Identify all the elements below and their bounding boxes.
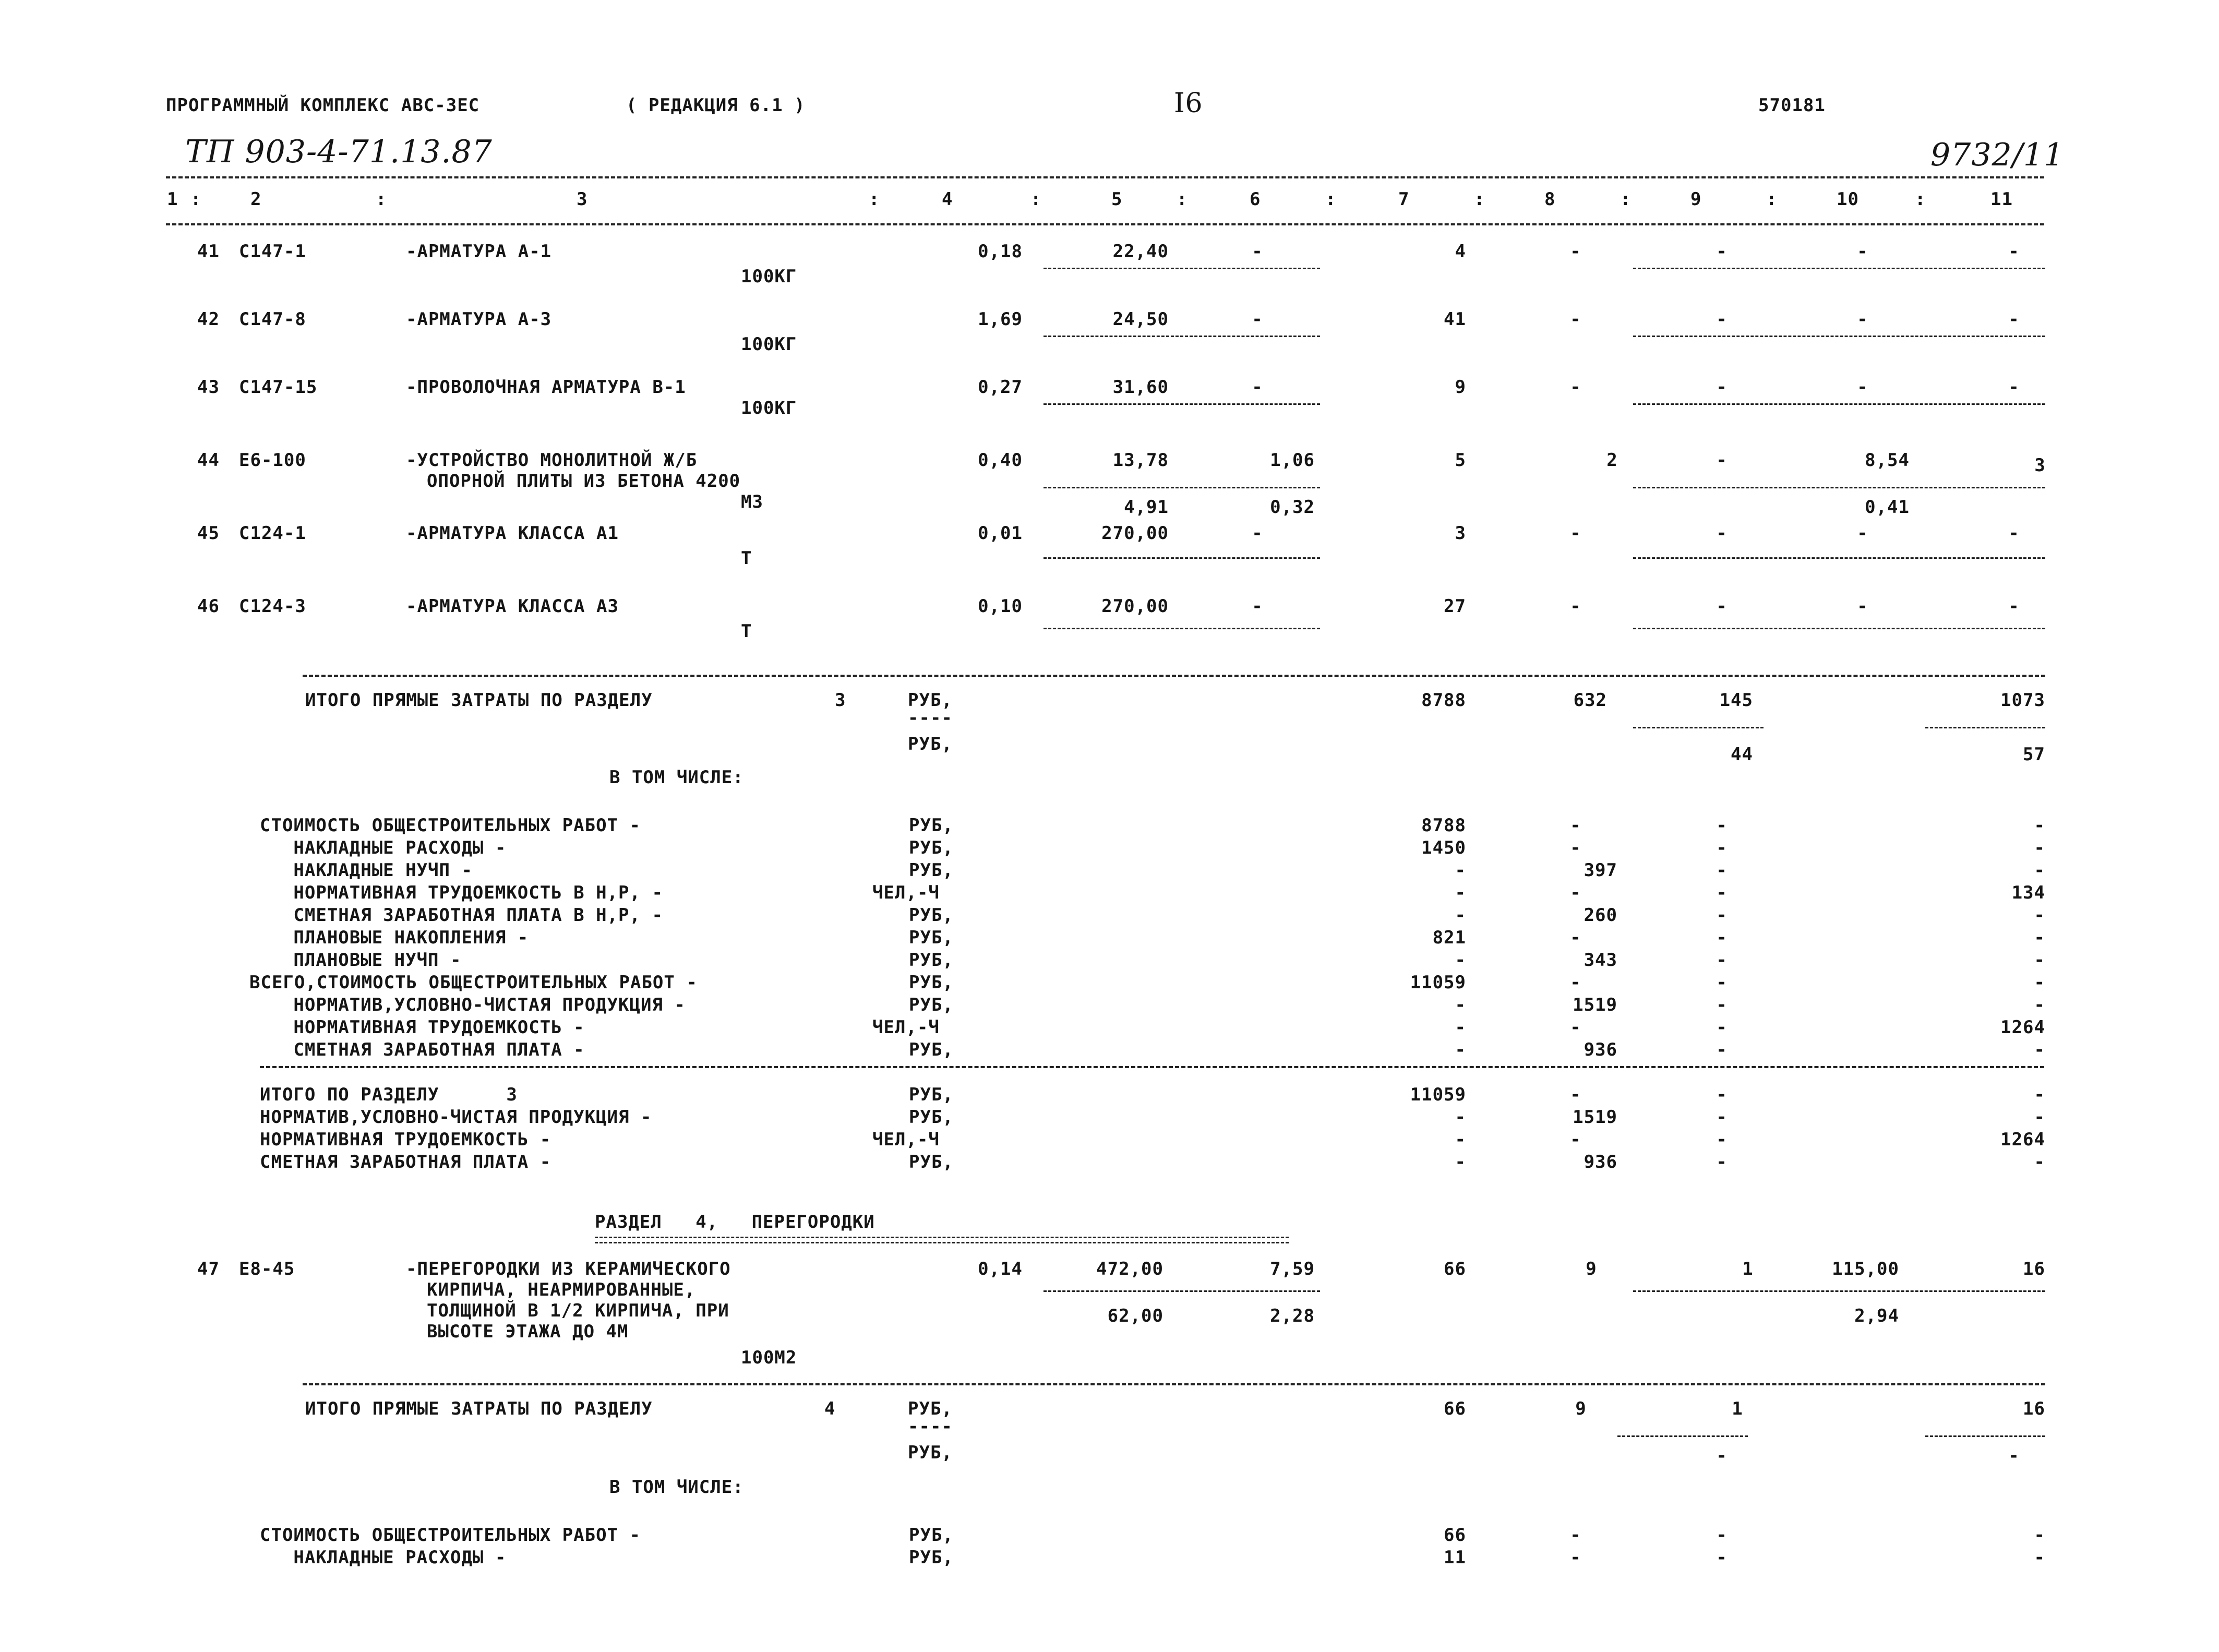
breakdown-c9: - (1716, 882, 1728, 903)
item-unit: 100КГ (741, 398, 797, 418)
col-separator: : (1325, 189, 1337, 210)
breakdown-c7: 821 (1432, 927, 1466, 948)
program-title: ПРОГРАММНЫЙ КОМПЛЕКС АВС-ЗЕС (166, 95, 480, 116)
item-c7: 5 (1455, 450, 1466, 471)
breakdown-c11: - (2034, 927, 2045, 948)
item-c11: 3 (2034, 455, 2046, 476)
col-11: 11 (1990, 189, 2013, 210)
item-c8: - (1570, 523, 1581, 544)
breakdown-label: НОРМАТИВНАЯ ТРУДОЕМКОСТЬ - (260, 1017, 585, 1038)
row-subrule (1633, 268, 2045, 269)
section-total-c7: - (1455, 1129, 1466, 1150)
row-subrule (1043, 557, 1320, 559)
item-c6-wages: 2,28 (1270, 1306, 1315, 1326)
header-rule-top (166, 176, 2044, 178)
item-unit: М3 (741, 492, 763, 512)
currency-label: РУБ, (908, 734, 953, 755)
item-number: 46 (197, 596, 220, 617)
item-qty: 0,40 (978, 450, 1023, 471)
item-price-wages: 62,00 (1107, 1306, 1164, 1326)
item-c6: - (1252, 309, 1263, 330)
item-price: 31,60 (1112, 377, 1169, 398)
breakdown-c11: - (2034, 950, 2045, 971)
breakdown-c9: - (1716, 927, 1728, 948)
breakdown-c8: - (1570, 1525, 1581, 1546)
col-10: 10 (1837, 189, 1859, 210)
section-total-c7: - (1455, 1107, 1466, 1128)
item-qty: 0,18 (978, 241, 1023, 262)
item-c10-wages: 0,41 (1865, 497, 1910, 518)
total-c9-wages: 44 (1731, 744, 1753, 765)
col-separator: : (1766, 189, 1778, 210)
breakdown-unit: РУБ, (909, 815, 954, 836)
col-6: 6 (1250, 189, 1261, 210)
section-total-c7: - (1455, 1152, 1466, 1172)
row-subrule (1633, 557, 2045, 559)
item-c7: 41 (1444, 309, 1466, 330)
section-total-c9: - (1716, 1129, 1728, 1150)
item-c8: 2 (1606, 450, 1618, 471)
col-separator: : (869, 189, 880, 210)
section-title-underline (595, 1237, 1289, 1243)
currency-label: РУБ, (908, 1442, 953, 1463)
document-code: 570181 (1758, 95, 1826, 116)
breakdown-unit: ЧЕЛ,-Ч (872, 882, 940, 903)
section-total-c7: 11059 (1410, 1084, 1466, 1105)
breakdown-label: ПЛАНОВЫЕ НУЧП - (260, 950, 462, 971)
section-rule (303, 1383, 2045, 1385)
col-separator: : (1620, 189, 1632, 210)
item-number: 45 (197, 523, 220, 544)
col-separator: : (190, 189, 202, 210)
item-c6: - (1252, 241, 1263, 262)
item-c9: - (1716, 523, 1728, 544)
currency-label: РУБ, (908, 690, 953, 711)
item-code: С124-3 (239, 596, 306, 617)
in-that-number-label: В ТОМ ЧИСЛЕ: (609, 767, 744, 788)
item-name: -АРМАТУРА КЛАССА А1 (406, 523, 619, 544)
item-name-line2: КИРПИЧА, НЕАРМИРОВАННЫЕ, (427, 1279, 696, 1300)
row-subrule (1633, 336, 2045, 337)
page-number: I6 (1174, 88, 1203, 119)
section-total-c8: 936 (1584, 1152, 1617, 1172)
total-subrule (1617, 1435, 1748, 1437)
item-unit: 100КГ (741, 266, 797, 287)
total-subrule (1633, 727, 1764, 728)
currency-label: РУБ, (908, 1398, 953, 1419)
item-c9: - (1716, 450, 1728, 471)
breakdown-unit: РУБ, (909, 837, 954, 858)
item-c10: - (1857, 596, 1868, 617)
breakdown-c9: - (1716, 860, 1728, 881)
col-5: 5 (1111, 189, 1123, 210)
breakdown-unit: ЧЕЛ,-Ч (872, 1017, 940, 1038)
item-price: 270,00 (1101, 596, 1169, 617)
item-c10: - (1857, 309, 1868, 330)
total-subrule (1925, 727, 2045, 728)
breakdown-c9: - (1716, 837, 1728, 858)
item-name: -АРМАТУРА А-3 (406, 309, 552, 330)
total-c11-wages: - (2008, 1445, 2020, 1466)
breakdown-unit: РУБ, (909, 1547, 954, 1568)
section-total-c8: - (1570, 1084, 1581, 1105)
section-total-unit: РУБ, (909, 1107, 954, 1128)
total-c11: 1073 (2000, 690, 2045, 711)
section-total-unit: РУБ, (909, 1152, 954, 1172)
row-subrule (1633, 628, 2045, 629)
row-subrule (1043, 268, 1320, 269)
breakdown-c7: - (1455, 995, 1466, 1015)
breakdown-c8: - (1570, 837, 1581, 858)
item-code: Е6-100 (239, 450, 306, 471)
item-number: 41 (197, 241, 220, 262)
currency-dash: ---- (908, 708, 953, 728)
total-c8: 9 (1575, 1398, 1587, 1419)
col-separator: : (1177, 189, 1188, 210)
breakdown-c11: - (2034, 1525, 2045, 1546)
item-name: -ПЕРЕГОРОДКИ ИЗ КЕРАМИЧЕСКОГО (406, 1259, 731, 1279)
breakdown-c7: - (1455, 1017, 1466, 1038)
col-7: 7 (1398, 189, 1410, 210)
col-2: 2 (250, 189, 262, 210)
breakdown-c7: - (1455, 1039, 1466, 1060)
row-subrule (1633, 1290, 2045, 1292)
breakdown-label: ПЛАНОВЫЕ НАКОПЛЕНИЯ - (260, 927, 529, 948)
breakdown-c9: - (1716, 995, 1728, 1015)
section-total-unit: ЧЕЛ,-Ч (872, 1129, 940, 1150)
section-total-c11: - (2034, 1152, 2045, 1172)
breakdown-c11: - (2034, 1547, 2045, 1568)
item-name: -АРМАТУРА КЛАССА А3 (406, 596, 619, 617)
item-number: 44 (197, 450, 220, 471)
breakdown-c8: 1519 (1573, 995, 1617, 1015)
total-c8: 632 (1573, 690, 1607, 711)
breakdown-c9: - (1716, 1039, 1728, 1060)
total-section-number: 4 (824, 1398, 836, 1419)
breakdown-unit: РУБ, (909, 927, 954, 948)
item-code: С147-1 (239, 241, 306, 262)
section-total-unit: РУБ, (909, 1084, 954, 1105)
col-separator: : (1915, 189, 1926, 210)
header-rule-bottom (166, 223, 2044, 225)
breakdown-c11: - (2034, 1039, 2045, 1060)
breakdown-c11: - (2034, 860, 2045, 881)
section-rule (303, 675, 2045, 677)
item-name: -ПРОВОЛОЧНАЯ АРМАТУРА В-1 (406, 377, 686, 398)
section-total-c8: - (1570, 1129, 1581, 1150)
section-total-c11: - (2034, 1084, 2045, 1105)
item-unit: 100КГ (741, 334, 797, 355)
breakdown-c7: - (1455, 860, 1466, 881)
section-total-label: ИТОГО ПО РАЗДЕЛУ 3 (260, 1084, 518, 1105)
item-c9: 1 (1742, 1259, 1754, 1279)
col-4: 4 (942, 189, 953, 210)
total-direct-label: ИТОГО ПРЯМЫЕ ЗАТРАТЫ ПО РАЗДЕЛУ (305, 1398, 653, 1419)
item-unit: Т (741, 621, 752, 642)
item-c10: - (1857, 241, 1868, 262)
item-c8: 9 (1586, 1259, 1597, 1279)
total-c9: 145 (1719, 690, 1753, 711)
item-c6: 1,06 (1270, 450, 1315, 471)
breakdown-unit: РУБ, (909, 1039, 954, 1060)
col-1: 1 (167, 189, 178, 210)
item-unit: Т (741, 548, 752, 569)
breakdown-c8: - (1570, 1017, 1581, 1038)
item-c7: 4 (1455, 241, 1466, 262)
col-separator: : (1474, 189, 1485, 210)
col-3: 3 (577, 189, 588, 210)
breakdown-c7: 66 (1444, 1525, 1466, 1546)
item-price: 270,00 (1101, 523, 1169, 544)
breakdown-c7: 1450 (1421, 837, 1466, 858)
item-c11: - (2008, 309, 2020, 330)
breakdown-label: НОРМАТИВНАЯ ТРУДОЕМКОСТЬ В Н,Р, - (260, 882, 663, 903)
breakdown-c9: - (1716, 815, 1728, 836)
breakdown-c8: - (1570, 882, 1581, 903)
item-c6: 7,59 (1270, 1259, 1315, 1279)
item-c6-wages: 0,32 (1270, 497, 1315, 518)
in-that-number-label: В ТОМ ЧИСЛЕ: (609, 1477, 744, 1498)
breakdown-c11: 134 (2011, 882, 2045, 903)
breakdown-c7: - (1455, 950, 1466, 971)
col-separator: : (1030, 189, 1042, 210)
row-subrule (1043, 1290, 1320, 1292)
item-number: 43 (197, 377, 220, 398)
total-section-number: 3 (835, 690, 846, 711)
total-c9: 1 (1732, 1398, 1743, 1419)
item-code: С147-15 (239, 377, 318, 398)
item-number: 42 (197, 309, 220, 330)
currency-dash: ---- (908, 1416, 953, 1437)
item-price: 24,50 (1112, 309, 1169, 330)
item-c11: - (2008, 523, 2020, 544)
item-price: 472,00 (1096, 1259, 1164, 1279)
item-qty: 0,14 (978, 1259, 1023, 1279)
breakdown-unit: РУБ, (909, 972, 954, 993)
row-subrule (1043, 403, 1320, 405)
item-qty: 0,10 (978, 596, 1023, 617)
section-total-c8: 1519 (1573, 1107, 1617, 1128)
breakdown-unit: РУБ, (909, 860, 954, 881)
breakdown-unit: РУБ, (909, 995, 954, 1015)
doc-number: ТП 903-4-71.13.87 (185, 134, 493, 170)
edition-label: ( РЕДАКЦИЯ 6.1 ) (626, 95, 806, 116)
breakdown-c8: 260 (1584, 905, 1617, 926)
breakdown-label: СТОИМОСТЬ ОБЩЕСТРОИТЕЛЬНЫХ РАБОТ - (260, 815, 641, 836)
col-separator: : (376, 189, 387, 210)
item-c8: - (1570, 241, 1581, 262)
breakdown-c7: - (1455, 905, 1466, 926)
item-name-line4: ВЫСОТЕ ЭТАЖА ДО 4М (427, 1321, 629, 1342)
col-8: 8 (1544, 189, 1556, 210)
item-name: -УСТРОЙСТВО МОНОЛИТНОЙ Ж/Б (406, 450, 698, 471)
section-title: РАЗДЕЛ 4, ПЕРЕГОРОДКИ (595, 1212, 875, 1232)
item-c11: - (2008, 241, 2020, 262)
total-c7: 8788 (1421, 690, 1466, 711)
row-subrule (1043, 336, 1320, 337)
item-c8: - (1570, 309, 1581, 330)
item-name-line2: ОПОРНОЙ ПЛИТЫ ИЗ БЕТОНА 4200 (427, 471, 741, 492)
breakdown-c11: - (2034, 815, 2045, 836)
breakdown-c8: 343 (1584, 950, 1617, 971)
breakdown-c11: - (2034, 837, 2045, 858)
item-c11: 16 (2023, 1259, 2045, 1279)
item-c6: - (1252, 523, 1263, 544)
breakdown-c8: - (1570, 815, 1581, 836)
section-total-label: НОРМАТИВ,УСЛОВНО-ЧИСТАЯ ПРОДУКЦИЯ - (260, 1107, 652, 1128)
section-total-c11: - (2034, 1107, 2045, 1128)
item-c9: - (1716, 309, 1728, 330)
item-price-wages: 4,91 (1124, 497, 1169, 518)
total-c7: 66 (1444, 1398, 1466, 1419)
breakdown-c9: - (1716, 1525, 1728, 1546)
section-rule (260, 1066, 2044, 1068)
row-subrule (1043, 487, 1320, 488)
breakdown-c7: - (1455, 882, 1466, 903)
breakdown-c8: - (1570, 927, 1581, 948)
item-c9: - (1716, 377, 1728, 398)
breakdown-c11: - (2034, 905, 2045, 926)
item-price: 13,78 (1112, 450, 1169, 471)
breakdown-unit: РУБ, (909, 905, 954, 926)
total-subrule (1925, 1435, 2045, 1437)
breakdown-label: НАКЛАДНЫЕ РАСХОДЫ - (260, 1547, 507, 1568)
breakdown-c7: 11059 (1410, 972, 1466, 993)
total-c9-wages: - (1716, 1445, 1728, 1466)
item-c9: - (1716, 596, 1728, 617)
item-qty: 0,01 (978, 523, 1023, 544)
col-9: 9 (1690, 189, 1702, 210)
breakdown-c9: - (1716, 972, 1728, 993)
breakdown-unit: РУБ, (909, 950, 954, 971)
section-total-label: СМЕТНАЯ ЗАРАБОТНАЯ ПЛАТА - (260, 1152, 551, 1172)
item-price: 22,40 (1112, 241, 1169, 262)
breakdown-c9: - (1716, 950, 1728, 971)
breakdown-label: СТОИМОСТЬ ОБЩЕСТРОИТЕЛЬНЫХ РАБОТ - (260, 1525, 641, 1546)
item-code: Е8-45 (239, 1259, 295, 1279)
item-c10: - (1857, 377, 1868, 398)
item-c6: - (1252, 596, 1263, 617)
breakdown-c11: 1264 (2000, 1017, 2045, 1038)
total-direct-label: ИТОГО ПРЯМЫЕ ЗАТРАТЫ ПО РАЗДЕЛУ (305, 690, 653, 711)
row-subrule (1633, 487, 2045, 488)
item-c7: 9 (1455, 377, 1466, 398)
item-c10: 115,00 (1832, 1259, 1899, 1279)
item-c11: - (2008, 596, 2020, 617)
section-total-label: НОРМАТИВНАЯ ТРУДОЕМКОСТЬ - (260, 1129, 551, 1150)
row-subrule (1633, 403, 2045, 405)
section-total-c9: - (1716, 1084, 1728, 1105)
breakdown-c8: - (1570, 1547, 1581, 1568)
breakdown-c7: 11 (1444, 1547, 1466, 1568)
item-code: С124-1 (239, 523, 306, 544)
breakdown-c8: - (1570, 972, 1581, 993)
item-c6: - (1252, 377, 1263, 398)
item-c8: - (1570, 377, 1581, 398)
item-code: С147-8 (239, 309, 306, 330)
total-c11-wages: 57 (2023, 744, 2045, 765)
item-c10-wages: 2,94 (1854, 1306, 1899, 1326)
item-name: -АРМАТУРА А-1 (406, 241, 552, 262)
breakdown-label: НАКЛАДНЫЕ НУЧП - (260, 860, 473, 881)
breakdown-label: ВСЕГО,СТОИМОСТЬ ОБЩЕСТРОИТЕЛЬНЫХ РАБОТ - (249, 972, 698, 993)
breakdown-c9: - (1716, 1017, 1728, 1038)
section-total-c9: - (1716, 1107, 1728, 1128)
item-number: 47 (197, 1259, 220, 1279)
item-c11: - (2008, 377, 2020, 398)
breakdown-label: СМЕТНАЯ ЗАРАБОТНАЯ ПЛАТА В Н,Р, - (260, 905, 663, 926)
item-c7: 66 (1444, 1259, 1466, 1279)
breakdown-c7: 8788 (1421, 815, 1466, 836)
breakdown-c8: 936 (1584, 1039, 1617, 1060)
item-name-line3: ТОЛЩИНОЙ В 1/2 КИРПИЧА, ПРИ (427, 1300, 729, 1321)
breakdown-c11: - (2034, 995, 2045, 1015)
item-c7: 27 (1444, 596, 1466, 617)
breakdown-label: НОРМАТИВ,УСЛОВНО-ЧИСТАЯ ПРОДУКЦИЯ - (260, 995, 686, 1015)
item-c10: - (1857, 523, 1868, 544)
item-c7: 3 (1455, 523, 1466, 544)
section-total-c11: 1264 (2000, 1129, 2045, 1150)
total-c11: 16 (2023, 1398, 2045, 1419)
item-qty: 1,69 (978, 309, 1023, 330)
sheet-number: 9732/11 (1930, 137, 2065, 173)
item-unit: 100М2 (741, 1347, 797, 1368)
breakdown-label: НАКЛАДНЫЕ РАСХОДЫ - (260, 837, 507, 858)
item-c10: 8,54 (1865, 450, 1910, 471)
item-qty: 0,27 (978, 377, 1023, 398)
item-c9: - (1716, 241, 1728, 262)
breakdown-label: СМЕТНАЯ ЗАРАБОТНАЯ ПЛАТА - (260, 1039, 585, 1060)
breakdown-c9: - (1716, 1547, 1728, 1568)
breakdown-unit: РУБ, (909, 1525, 954, 1546)
row-subrule (1043, 628, 1320, 629)
breakdown-c11: - (2034, 972, 2045, 993)
item-c8: - (1570, 596, 1581, 617)
section-total-c9: - (1716, 1152, 1728, 1172)
breakdown-c9: - (1716, 905, 1728, 926)
breakdown-c8: 397 (1584, 860, 1617, 881)
